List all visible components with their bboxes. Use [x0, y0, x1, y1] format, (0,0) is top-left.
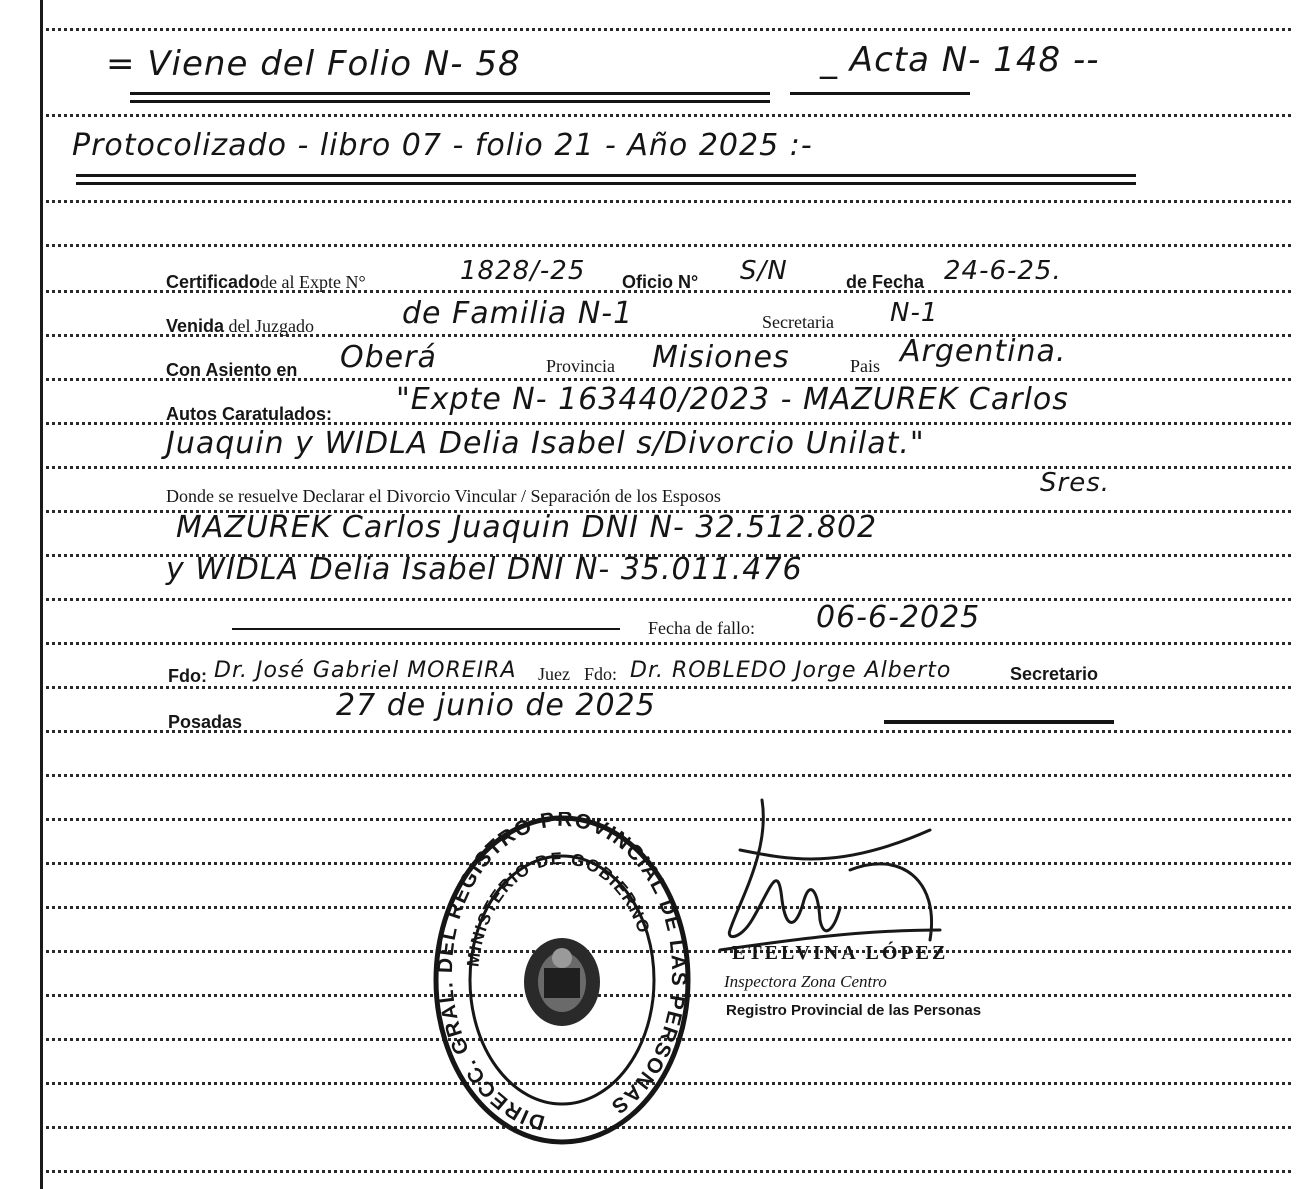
label-oficio: Oficio N°	[622, 272, 699, 292]
stamp-title: Inspectora Zona Centro	[724, 972, 887, 991]
dotted-line	[46, 686, 1291, 689]
dotted-line	[46, 114, 1291, 117]
label-lugar: Posadas	[168, 712, 243, 732]
dotted-line	[46, 774, 1291, 777]
value-fallo: 06-6-2025	[816, 600, 981, 635]
dotted-line	[46, 200, 1291, 203]
dotted-line	[46, 642, 1291, 645]
header-rule-1a	[130, 92, 770, 95]
value-autos-line2: Juaquin y WIDLA Delia Isabel s/Divorcio Unilat."	[166, 426, 925, 461]
dotted-line	[46, 598, 1291, 601]
value-oficio: S/N	[740, 256, 788, 286]
value-secretaria: N-1	[890, 298, 939, 328]
label-asiento: Con Asiento en	[166, 360, 298, 380]
header-protocolizado: Protocolizado - libro 07 - folio 21 - Año 2025 :-	[72, 128, 813, 163]
label-fecha: de Fecha	[846, 272, 925, 292]
label-certificado: Certificadode al Expte N°	[166, 272, 366, 292]
value-srs: Sres.	[1040, 468, 1110, 498]
value-secretario: Dr. ROBLEDO Jorge Alberto	[630, 658, 952, 683]
dotted-line	[46, 1170, 1291, 1173]
stamp-name: ETELVINA LÓPEZ	[732, 942, 949, 964]
label-secretaria: Secretaria	[762, 312, 834, 332]
label-fdo: Fdo:	[168, 666, 207, 686]
seal-outer-text: DIRECC. GRAL. DEL REGISTRO PROVINCIAL DE LAS PERSONAS	[433, 812, 691, 1135]
label-provincia: Provincia	[546, 356, 615, 376]
value-resolucion-line2: y WIDLA Delia Isabel DNI N- 35.011.476	[166, 552, 803, 587]
label-fallo: Fecha de fallo:	[648, 618, 755, 638]
label-juzgado: Venida del Juzgado	[166, 316, 315, 336]
value-fecha: 24-6-25.	[944, 256, 1062, 286]
value-asiento: Oberá	[340, 340, 437, 375]
fallo-rule	[232, 628, 620, 630]
value-pais: Argentina.	[900, 334, 1067, 369]
value-juez: Dr. José Gabriel MOREIRA	[214, 658, 517, 683]
coat-of-arms-icon	[524, 938, 600, 1026]
value-provincia: Misiones	[652, 340, 790, 375]
header-rule-2b	[76, 182, 1136, 185]
value-expte: 1828/-25	[460, 256, 586, 286]
stamp-org: Registro Provincial de las Personas	[726, 1002, 982, 1019]
value-juzgado: de Familia N-1	[402, 296, 634, 331]
value-resolucion-line1: MAZUREK Carlos Juaquin DNI N- 32.512.802	[176, 510, 878, 545]
dotted-line	[46, 244, 1291, 247]
label-resolucion: Donde se resuelve Declarar el Divorcio Vincular / Separación de los Esposos	[166, 486, 721, 506]
lugar-rule	[884, 720, 1114, 724]
label-pais: Pais	[850, 356, 881, 376]
header-acta: _ Acta N- 148 --	[820, 40, 1100, 80]
official-seal	[432, 812, 692, 1148]
header-rule-1c	[790, 92, 970, 95]
value-lugar: 27 de junio de 2025	[336, 688, 656, 723]
value-autos-line1: "Expte N- 163440/2023 - MAZUREK Carlos	[396, 382, 1069, 417]
dotted-line	[46, 28, 1291, 31]
header-rule-2a	[76, 174, 1136, 177]
seal-inner-text: MINISTERIO DE GOBIERNO	[463, 848, 654, 968]
label-autos: Autos Caratulados:	[166, 404, 333, 424]
label-fdo2: Fdo:	[584, 664, 618, 684]
label-secretario: Secretario	[1010, 664, 1099, 684]
header-folio: = Viene del Folio N- 58	[106, 44, 521, 84]
header-rule-1b	[130, 100, 770, 103]
label-juez: Juez	[538, 664, 570, 684]
